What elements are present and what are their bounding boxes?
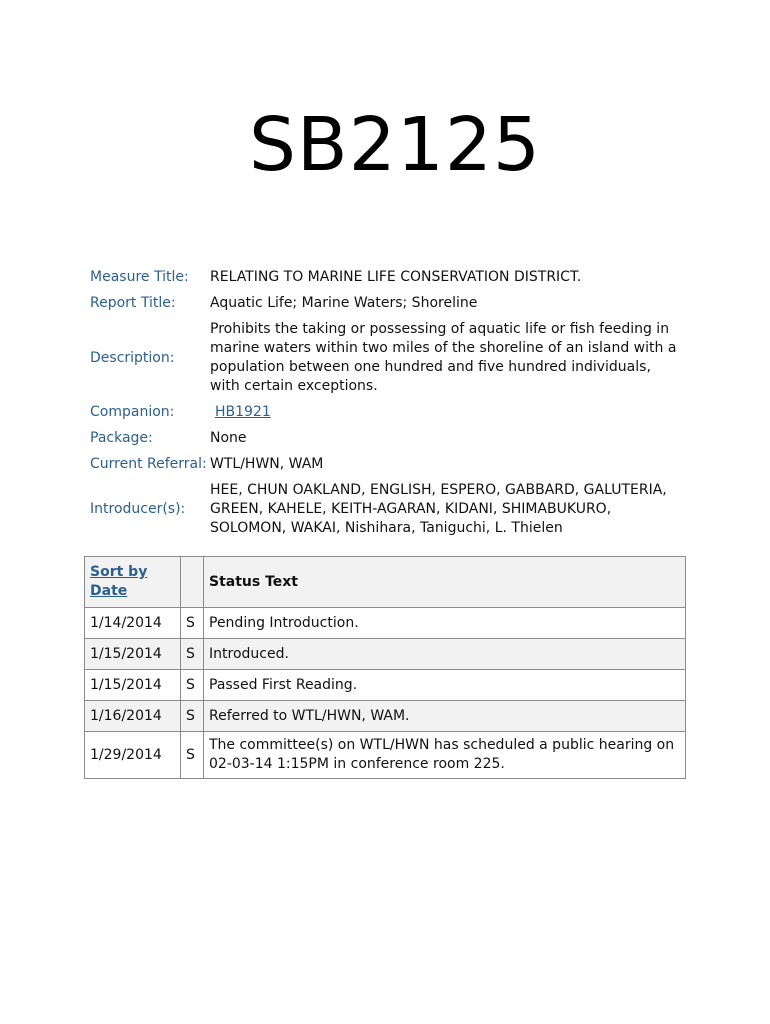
table-row — [85, 639, 686, 670]
table-row — [85, 732, 686, 779]
description-row — [90, 320, 680, 396]
description-value: Prohibits the taking or possessing of aquatic life or fish feeding in marine waters within two miles of the shoreline of an island with a population between one hundred and five hundred individuals, with certain exceptions. — [210, 321, 677, 394]
row-date: 1/15/2014 — [85, 639, 181, 670]
status-text-header: Status Text — [204, 557, 686, 608]
report-title-value: Aquatic Life; Marine Waters; Shoreline — [210, 295, 478, 311]
row-date: 1/14/2014 — [85, 608, 181, 639]
row-date: 1/15/2014 — [85, 670, 181, 701]
row-date: 1/16/2014 — [85, 701, 181, 732]
companion-row — [90, 403, 680, 422]
status-table — [84, 556, 686, 779]
measure-title-row — [90, 268, 680, 287]
row-status-text: Referred to WTL/HWN, WAM. — [204, 701, 686, 732]
row-chamber: S — [181, 608, 204, 639]
package-row — [90, 429, 680, 448]
referral-value: WTL/HWN, WAM — [210, 456, 324, 472]
companion-value — [210, 403, 680, 422]
referral-row — [90, 455, 680, 474]
row-status-text: Passed First Reading. — [204, 670, 686, 701]
measure-info — [90, 268, 680, 545]
bill-number: SB2125 — [248, 102, 542, 188]
package-value: None — [210, 430, 247, 446]
status-table-header — [85, 557, 686, 608]
sort-by-date-header — [85, 557, 181, 608]
report-title-label: Report Title: — [90, 295, 176, 311]
row-date: 1/29/2014 — [85, 732, 181, 779]
row-status-text: Pending Introduction. — [204, 608, 686, 639]
row-chamber: S — [181, 701, 204, 732]
row-chamber: S — [181, 639, 204, 670]
report-title-row — [90, 294, 680, 313]
table-row — [85, 670, 686, 701]
row-chamber: S — [181, 670, 204, 701]
table-row — [85, 608, 686, 639]
row-status-text: Introduced. — [204, 639, 686, 670]
companion-label: Companion: — [90, 404, 175, 420]
row-chamber: S — [181, 732, 204, 779]
measure-title-value: RELATING TO MARINE LIFE CONSERVATION DISTRICT. — [210, 269, 582, 285]
companion-link[interactable]: HB1921 — [215, 404, 271, 420]
description-label: Description: — [90, 349, 175, 366]
sort-by-date-link[interactable]: Sort by Date — [90, 564, 148, 599]
introducers-value: HEE, CHUN OAKLAND, ENGLISH, ESPERO, GABBARD, GALUTERIA, GREEN, KAHELE, KEITH-AGARAN, KIDANI, SHIMABUKURO, SOLOMON, WAKAI, Nishihara, Taniguchi, L. Thielen — [210, 482, 667, 536]
row-status-text: The committee(s) on WTL/HWN has scheduled a public hearing on 02-03-14 1:15PM in conference room 225. — [204, 732, 686, 779]
package-label: Package: — [90, 430, 153, 446]
chamber-header — [181, 557, 204, 608]
measure-title-label: Measure Title: — [90, 269, 189, 285]
table-row — [85, 701, 686, 732]
introducers-label: Introducer(s): — [90, 501, 186, 517]
introducers-row — [90, 481, 680, 538]
referral-label: Current Referral: — [90, 456, 207, 472]
